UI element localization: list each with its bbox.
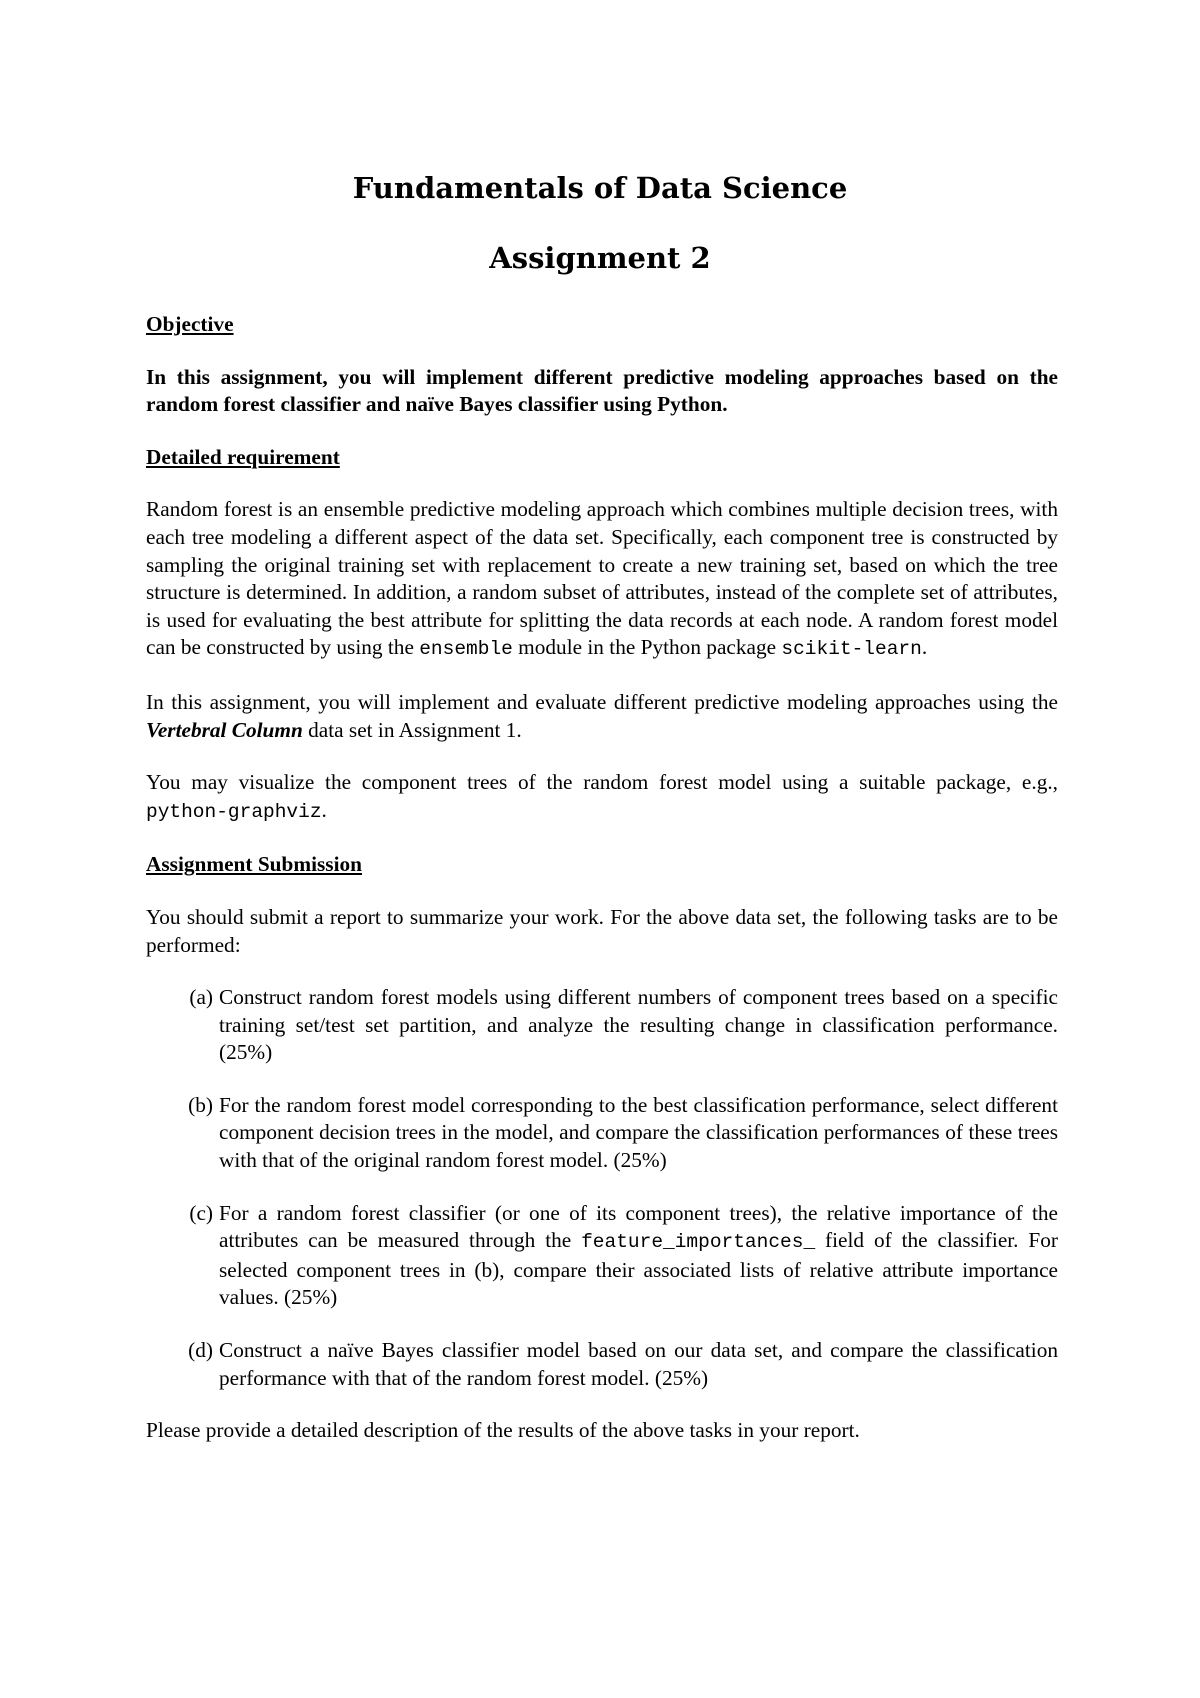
requirement-p2-text-a: In this assignment, you will implement and evaluate different predictive modeling approaches using the <box>146 689 1058 714</box>
task-text: Construct a naïve Bayes classifier model based on our data set, and compare the classification performance with that of the random forest model. (25%) <box>219 1338 1058 1390</box>
task-text <box>219 1200 1058 1312</box>
requirement-p1-text-b: module in the Python package <box>512 635 782 660</box>
task-item-b <box>146 1092 1058 1175</box>
task-marker: (b) <box>188 1092 213 1117</box>
task-text: Construct random forest models using different numbers of component trees based on a specific training set/test set partition, and analyze the resulting change in classification performance. (25%) <box>219 985 1058 1065</box>
task-c-text-a: For a random forest classifier (or one of its component trees), the relative importance of the attributes can be measured through the <box>219 1200 1058 1253</box>
requirement-p1-text-a: Random forest is an ensemble predictive modeling approach which combines multiple decision trees, with each tree modeling a different aspect of the data set. Specifically, each component tree is constructed by sampling the original training set with replacement to create a new training set, based on which the tree structure is determined. In addition, a random subset of attributes, instead of the complete set of attributes, is used for evaluating the best attribute for splitting the data records at each node. A random forest model can be constructed by using the <box>146 497 1058 660</box>
ensemble-code: ensemble <box>419 638 513 661</box>
requirement-p1-text-c: . <box>921 635 928 660</box>
task-item-a <box>146 984 1058 1067</box>
objective-heading: Objective <box>146 312 234 336</box>
scikit-learn-code: scikit-learn <box>781 638 922 661</box>
feature-importances-code: feature_importances_ <box>581 1231 816 1254</box>
task-marker: (c) <box>189 1200 213 1225</box>
task-item-d <box>146 1337 1058 1392</box>
submission-intro: You should submit a report to summarize your work. For the above data set, the following tasks are to be performed: <box>146 904 1058 957</box>
task-item-c <box>146 1200 1058 1312</box>
dataset-name: Vertebral Column <box>146 717 303 742</box>
document-body <box>146 311 1058 1445</box>
graphviz-code: python-graphviz <box>146 800 322 823</box>
requirement-heading: Detailed requirement <box>146 444 340 469</box>
requirement-p3-text-b: . <box>321 797 327 822</box>
closing-paragraph: Please provide a detailed description of the results of the above tasks in your report. <box>146 1418 860 1443</box>
task-c-text-b: field of the classifier. For selected component trees in (b), compare their associated lists of relative attribute importance values. (25%) <box>219 1228 1058 1310</box>
task-list <box>146 984 1058 1392</box>
submission-heading: Assignment Submission <box>146 852 362 877</box>
requirement-p3-text-a: You may visualize the component trees of the random forest model using a suitable package, e.g., <box>146 770 1058 795</box>
requirement-p2-text-b: data set in Assignment 1. <box>302 717 522 742</box>
document-title: Fundamentals of Data Science <box>352 171 848 205</box>
document-subtitle: Assignment 2 <box>489 241 711 275</box>
requirement-paragraph-1 <box>146 496 1058 664</box>
task-text: For the random forest model corresponding to the best classification performance, select different component decision trees in the model, and compare the classification performances of these trees with that of the original random forest model. (25%) <box>219 1092 1058 1173</box>
requirement-paragraph-3 <box>146 769 1058 826</box>
task-marker: (a) <box>189 985 213 1010</box>
objective-text: In this assignment, you will implement different predictive modeling approaches based on the random forest classifier and naïve Bayes classifier using Python. <box>146 364 1058 417</box>
task-marker: (d) <box>188 1338 213 1363</box>
requirement-paragraph-2 <box>146 689 1058 744</box>
